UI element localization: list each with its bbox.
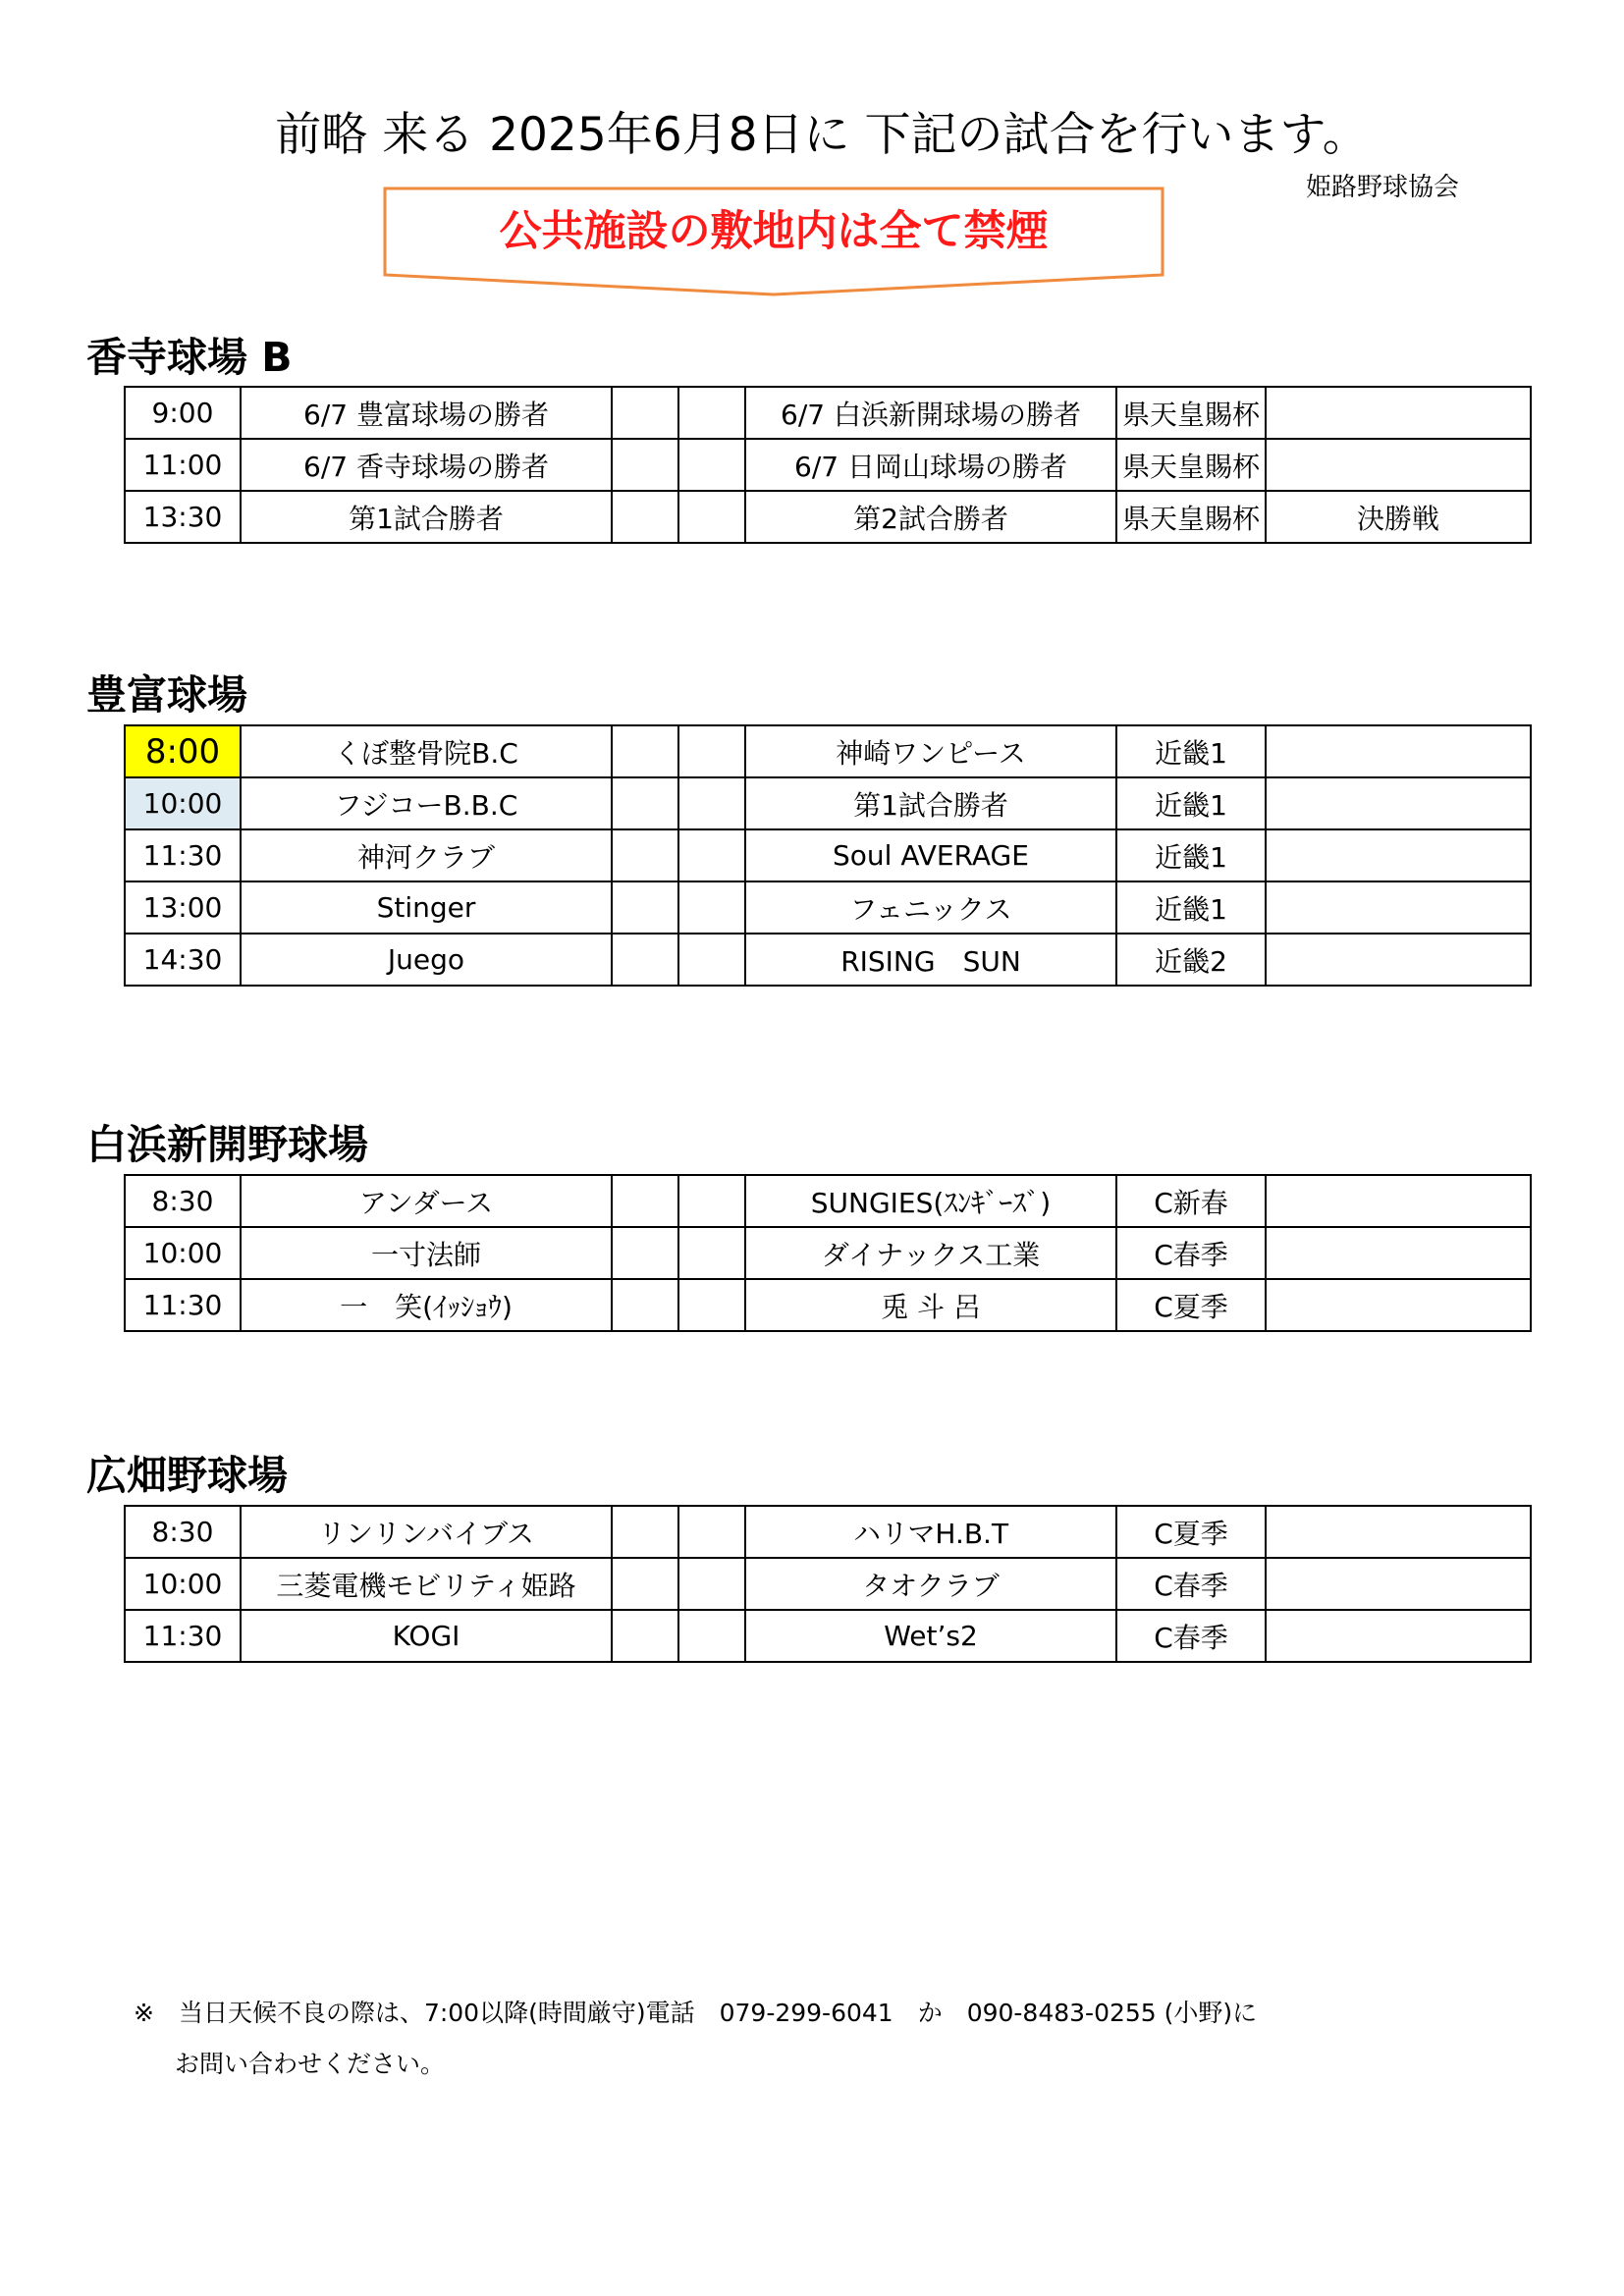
home-team-cell: アンダース: [241, 1175, 612, 1227]
note-cell: [1266, 725, 1531, 777]
venue-title-hirohata: 広畑野球場: [86, 1452, 288, 1499]
category-cell: 近畿1: [1116, 777, 1266, 829]
footnote-line-2: お問い合わせください。: [175, 2050, 446, 2078]
home-team-cell: 6/7 香寺球場の勝者: [241, 439, 612, 491]
venue-title-shirahama: 白浜新開野球場: [86, 1121, 368, 1168]
table-row: [125, 1279, 1531, 1331]
home-team-cell: 6/7 豊富球場の勝者: [241, 387, 612, 439]
table-row: [125, 881, 1531, 934]
time-cell: 10:00: [125, 1558, 241, 1610]
schedule-table-hirohata: [124, 1505, 1532, 1663]
away-team-cell: 6/7 白浜新開球場の勝者: [745, 387, 1116, 439]
time-cell: 8:00: [125, 725, 241, 777]
score-cell: [678, 777, 745, 829]
weather-contact-note: [134, 1988, 1257, 2090]
score-cell: [678, 387, 745, 439]
score-cell: [612, 829, 678, 881]
schedule-table-kodera: [124, 386, 1532, 544]
score-cell: [612, 387, 678, 439]
table-row: [125, 1610, 1531, 1662]
away-team-cell: ハリマH.B.T: [745, 1506, 1116, 1558]
table-row: [125, 1227, 1531, 1279]
table-row: [125, 439, 1531, 491]
away-team-cell: Soul AVERAGE: [745, 829, 1116, 881]
note-cell: [1266, 387, 1531, 439]
time-cell: 13:00: [125, 881, 241, 934]
no-smoking-banner: [381, 185, 1166, 300]
schedule-table-toyotomi: [124, 724, 1532, 987]
home-team-cell: KOGI: [241, 1610, 612, 1662]
away-team-cell: RISING SUN: [745, 934, 1116, 986]
schedule-table-shirahama: [124, 1174, 1532, 1332]
score-cell: [612, 491, 678, 543]
away-team-cell: 第2試合勝者: [745, 491, 1116, 543]
score-cell: [612, 1506, 678, 1558]
category-cell: C新春: [1116, 1175, 1266, 1227]
home-team-cell: 第1試合勝者: [241, 491, 612, 543]
score-cell: [612, 881, 678, 934]
note-cell: [1266, 1506, 1531, 1558]
home-team-cell: リンリンバイブス: [241, 1506, 612, 1558]
category-cell: 近畿1: [1116, 829, 1266, 881]
time-cell: 10:00: [125, 777, 241, 829]
table-row: [125, 1506, 1531, 1558]
score-cell: [612, 725, 678, 777]
category-cell: 近畿1: [1116, 725, 1266, 777]
time-cell: 8:30: [125, 1175, 241, 1227]
score-cell: [678, 491, 745, 543]
category-cell: 近畿2: [1116, 934, 1266, 986]
score-cell: [678, 1227, 745, 1279]
home-team-cell: Juego: [241, 934, 612, 986]
note-cell: [1266, 439, 1531, 491]
score-cell: [678, 1175, 745, 1227]
note-cell: [1266, 1279, 1531, 1331]
away-team-cell: タオクラブ: [745, 1558, 1116, 1610]
table-row: [125, 829, 1531, 881]
score-cell: [612, 439, 678, 491]
time-cell: 11:00: [125, 439, 241, 491]
score-cell: [678, 725, 745, 777]
table-row: [125, 1175, 1531, 1227]
note-cell: [1266, 829, 1531, 881]
category-cell: C春季: [1116, 1227, 1266, 1279]
venue-title-toyotomi: 豊富球場: [86, 671, 247, 719]
time-cell: 14:30: [125, 934, 241, 986]
footnote-line-1: ※ 当日天候不良の際は、7:00以降(時間厳守)電話 079-299-6041 か 090-8483-0255 (小野)に: [134, 1999, 1258, 2027]
home-team-cell: 一 笑(ｲｯｼｮｳ): [241, 1279, 612, 1331]
time-cell: 13:30: [125, 491, 241, 543]
score-cell: [678, 934, 745, 986]
away-team-cell: 兎 斗 呂: [745, 1279, 1116, 1331]
score-cell: [678, 1610, 745, 1662]
away-team-cell: 6/7 日岡山球場の勝者: [745, 439, 1116, 491]
category-cell: 県天皇賜杯: [1116, 387, 1266, 439]
score-cell: [678, 829, 745, 881]
score-cell: [678, 881, 745, 934]
score-cell: [678, 439, 745, 491]
score-cell: [678, 1558, 745, 1610]
table-row: [125, 934, 1531, 986]
table-row: [125, 1558, 1531, 1610]
category-cell: C春季: [1116, 1558, 1266, 1610]
home-team-cell: フジコーB.B.C: [241, 777, 612, 829]
note-cell: [1266, 1558, 1531, 1610]
score-cell: [612, 1279, 678, 1331]
time-cell: 9:00: [125, 387, 241, 439]
table-row: [125, 777, 1531, 829]
home-team-cell: 神河クラブ: [241, 829, 612, 881]
table-row: [125, 387, 1531, 439]
away-team-cell: フェニックス: [745, 881, 1116, 934]
home-team-cell: くぼ整骨院B.C: [241, 725, 612, 777]
away-team-cell: SUNGIES(ｽﾝｷﾞｰｽﾞ): [745, 1175, 1116, 1227]
home-team-cell: Stinger: [241, 881, 612, 934]
away-team-cell: 第1試合勝者: [745, 777, 1116, 829]
time-cell: 11:30: [125, 1279, 241, 1331]
table-row: [125, 491, 1531, 543]
note-cell: [1266, 881, 1531, 934]
category-cell: C春季: [1116, 1610, 1266, 1662]
category-cell: C夏季: [1116, 1279, 1266, 1331]
category-cell: 近畿1: [1116, 881, 1266, 934]
no-smoking-notice: 公共施設の敷地内は全て禁煙: [499, 207, 1049, 256]
away-team-cell: ダイナックス工業: [745, 1227, 1116, 1279]
venue-title-kodera: 香寺球場 B: [86, 334, 293, 381]
score-cell: [612, 934, 678, 986]
note-cell: [1266, 1175, 1531, 1227]
home-team-cell: 三菱電機モビリティ姫路: [241, 1558, 612, 1610]
category-cell: C夏季: [1116, 1506, 1266, 1558]
note-cell: [1266, 1610, 1531, 1662]
note-cell: 決勝戦: [1266, 491, 1531, 543]
score-cell: [612, 1558, 678, 1610]
score-cell: [612, 1175, 678, 1227]
away-team-cell: Wet’s2: [745, 1610, 1116, 1662]
score-cell: [612, 1610, 678, 1662]
category-cell: 県天皇賜杯: [1116, 439, 1266, 491]
score-cell: [612, 1227, 678, 1279]
note-cell: [1266, 934, 1531, 986]
time-cell: 11:30: [125, 1610, 241, 1662]
category-cell: 県天皇賜杯: [1116, 491, 1266, 543]
note-cell: [1266, 777, 1531, 829]
time-cell: 8:30: [125, 1506, 241, 1558]
score-cell: [612, 777, 678, 829]
organizer-name: 姫路野球協会: [1306, 173, 1460, 202]
note-cell: [1266, 1227, 1531, 1279]
away-team-cell: 神崎ワンピース: [745, 725, 1116, 777]
time-cell: 11:30: [125, 829, 241, 881]
score-cell: [678, 1279, 745, 1331]
time-cell: 10:00: [125, 1227, 241, 1279]
table-row: [125, 725, 1531, 777]
page-title: 前略 来る 2025年6月8日に 下記の試合を行います。: [275, 108, 1369, 162]
home-team-cell: 一寸法師: [241, 1227, 612, 1279]
score-cell: [678, 1506, 745, 1558]
